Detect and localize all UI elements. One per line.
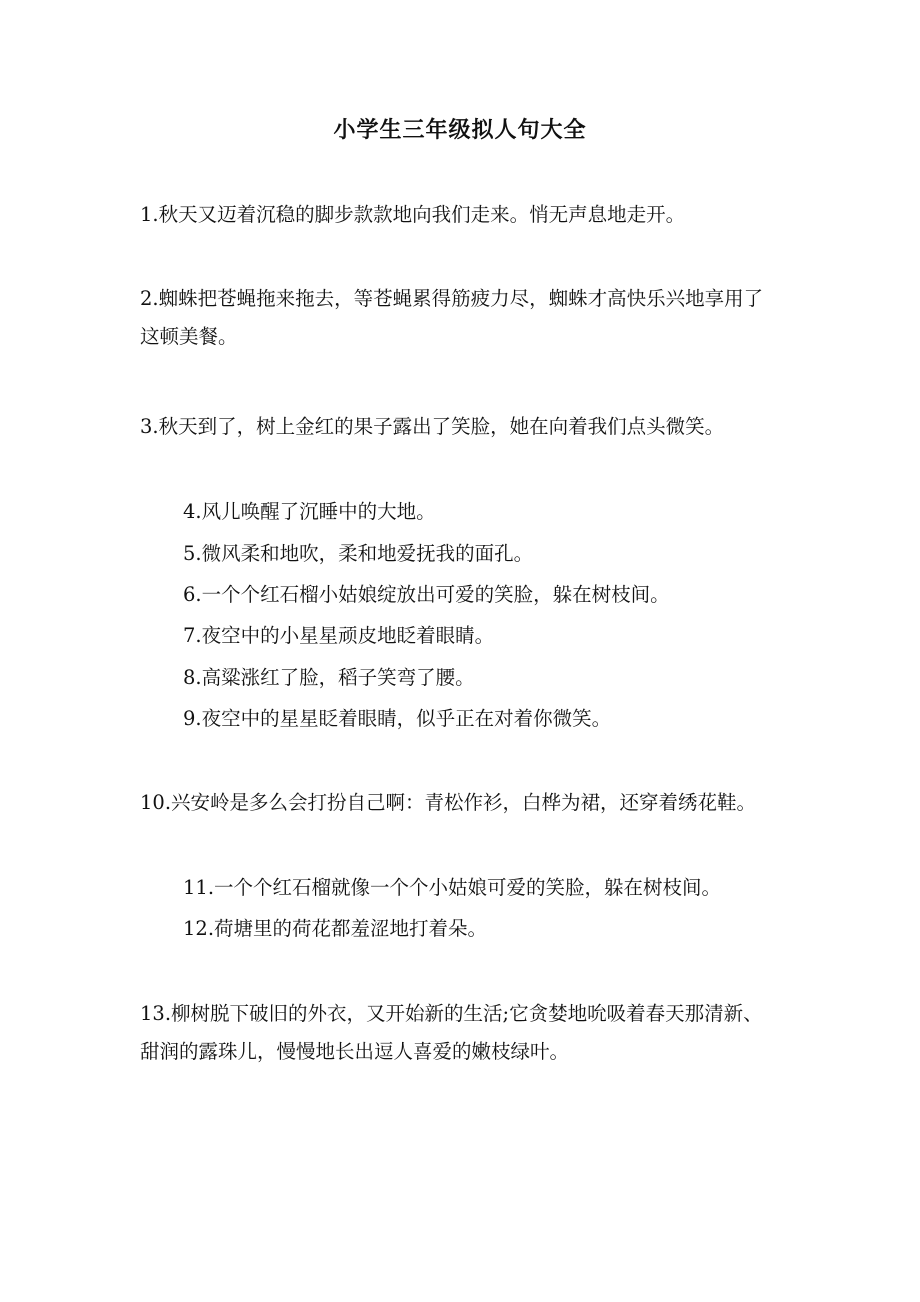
- sentence-7: 7.夜空中的小星星顽皮地眨着眼睛。: [183, 624, 495, 647]
- sentence-8: 8.高粱涨红了脸，稻子笑弯了腰。: [183, 666, 475, 689]
- sentence-10: 10.兴安岭是多么会打扮自己啊：青松作衫，白桦为裙，还穿着绣花鞋。: [140, 791, 757, 814]
- document-title: 小学生三年级拟人句大全: [333, 118, 587, 143]
- sentence-12: 12.荷塘里的荷花都羞涩地打着朵。: [183, 917, 488, 940]
- sentence-9: 9.夜空中的星星眨着眼睛，似乎正在对着你微笑。: [183, 707, 612, 730]
- sentence-3: 3.秋天到了，树上金红的果子露出了笑脸，她在向着我们点头微笑。: [140, 415, 725, 438]
- sentence-5: 5.微风柔和地吹，柔和地爱抚我的面孔。: [183, 542, 534, 565]
- sentence-1: 1.秋天又迈着沉稳的脚步款款地向我们走来。悄无声息地走开。: [140, 203, 686, 226]
- sentence-11: 11.一个个红石榴就像一个个小姑娘可爱的笑脸，躲在树枝间。: [183, 876, 722, 899]
- sentence-4: 4.风儿唤醒了沉睡中的大地。: [183, 500, 436, 523]
- sentence-2: 2.蜘蛛把苍蝇拖来拖去，等苍蝇累得筋疲力尽，蜘蛛才高快乐兴地享用了这顿美餐。: [140, 287, 764, 348]
- sentence-13: 13.柳树脱下破旧的外衣，又开始新的生活;它贪婪地吮吸着春天那清新、 甜润的露珠儿，慢慢地长出逗人喜爱的嫩枝绿叶。: [140, 1002, 763, 1063]
- sentence-6: 6.一个个红石榴小姑娘绽放出可爱的笑脸，躲在树枝间。: [183, 583, 670, 606]
